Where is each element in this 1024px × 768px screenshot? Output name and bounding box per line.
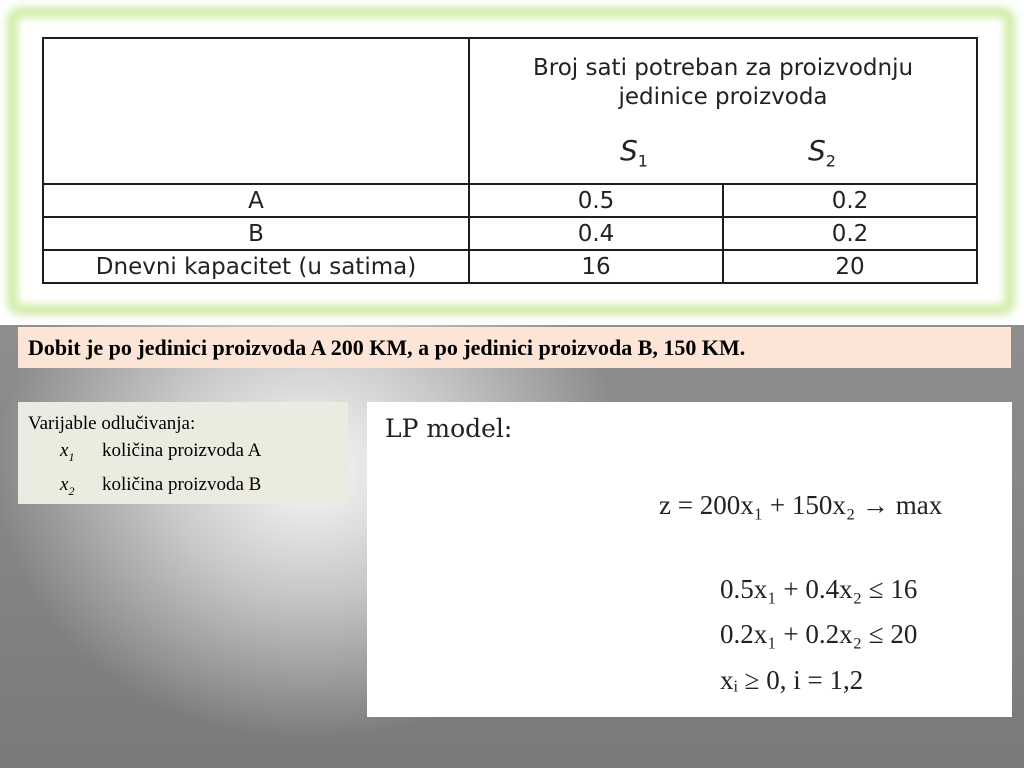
cell-s1: 0.4 (469, 217, 723, 250)
objective-function: z = 200x₁ + 150x₂ → max (659, 490, 943, 520)
non-negativity-constraint: xᵢ ≥ 0, i = 1,2 (720, 665, 864, 695)
table-row (43, 217, 977, 250)
lp-model-box (367, 402, 1012, 717)
table-row (43, 250, 977, 283)
col-s2-header: $S_2$ (808, 133, 836, 171)
variable-item (28, 437, 348, 471)
variable-symbol: $x_1$ (60, 440, 75, 464)
cell-s2: 20 (723, 250, 977, 283)
variable-description: količina proizvoda A (102, 440, 262, 461)
cell-s2: 0.2 (723, 217, 977, 250)
cell-s2: 0.2 (723, 184, 977, 217)
constraint-2: 0.2x₁ + 0.2x₂ ≤ 20 (720, 619, 918, 649)
variable-description: količina proizvoda B (102, 473, 262, 495)
row-label: Dnevni kapacitet (u satima) (43, 250, 469, 283)
cell-s1: 0.5 (469, 184, 723, 217)
header-cell (469, 38, 977, 184)
profit-statement: Dobit je po jedinici proizvoda A 200 KM, a po jedinici proizvoda B, 150 KM. (18, 327, 1011, 368)
constraint-1: 0.5x₁ + 0.4x₂ ≤ 16 (720, 574, 918, 604)
col-s1-header: $S_1$ (620, 133, 648, 171)
production-table (42, 37, 978, 284)
decision-variables-box (18, 402, 348, 504)
table-row (43, 184, 977, 217)
header-empty-cell (43, 38, 469, 184)
variables-title: Varijable odlučivanja: (28, 413, 196, 434)
header-text: Broj sati potreban za proizvodnju jedinice proizvoda (532, 54, 914, 110)
row-label: A (43, 184, 469, 217)
variable-item (28, 471, 348, 505)
variable-symbol: $x_2$ (60, 473, 75, 498)
cell-s1: 16 (469, 250, 723, 283)
lp-model-title: LP model: (385, 414, 513, 443)
row-label: B (43, 217, 469, 250)
header-symbols (470, 134, 976, 171)
